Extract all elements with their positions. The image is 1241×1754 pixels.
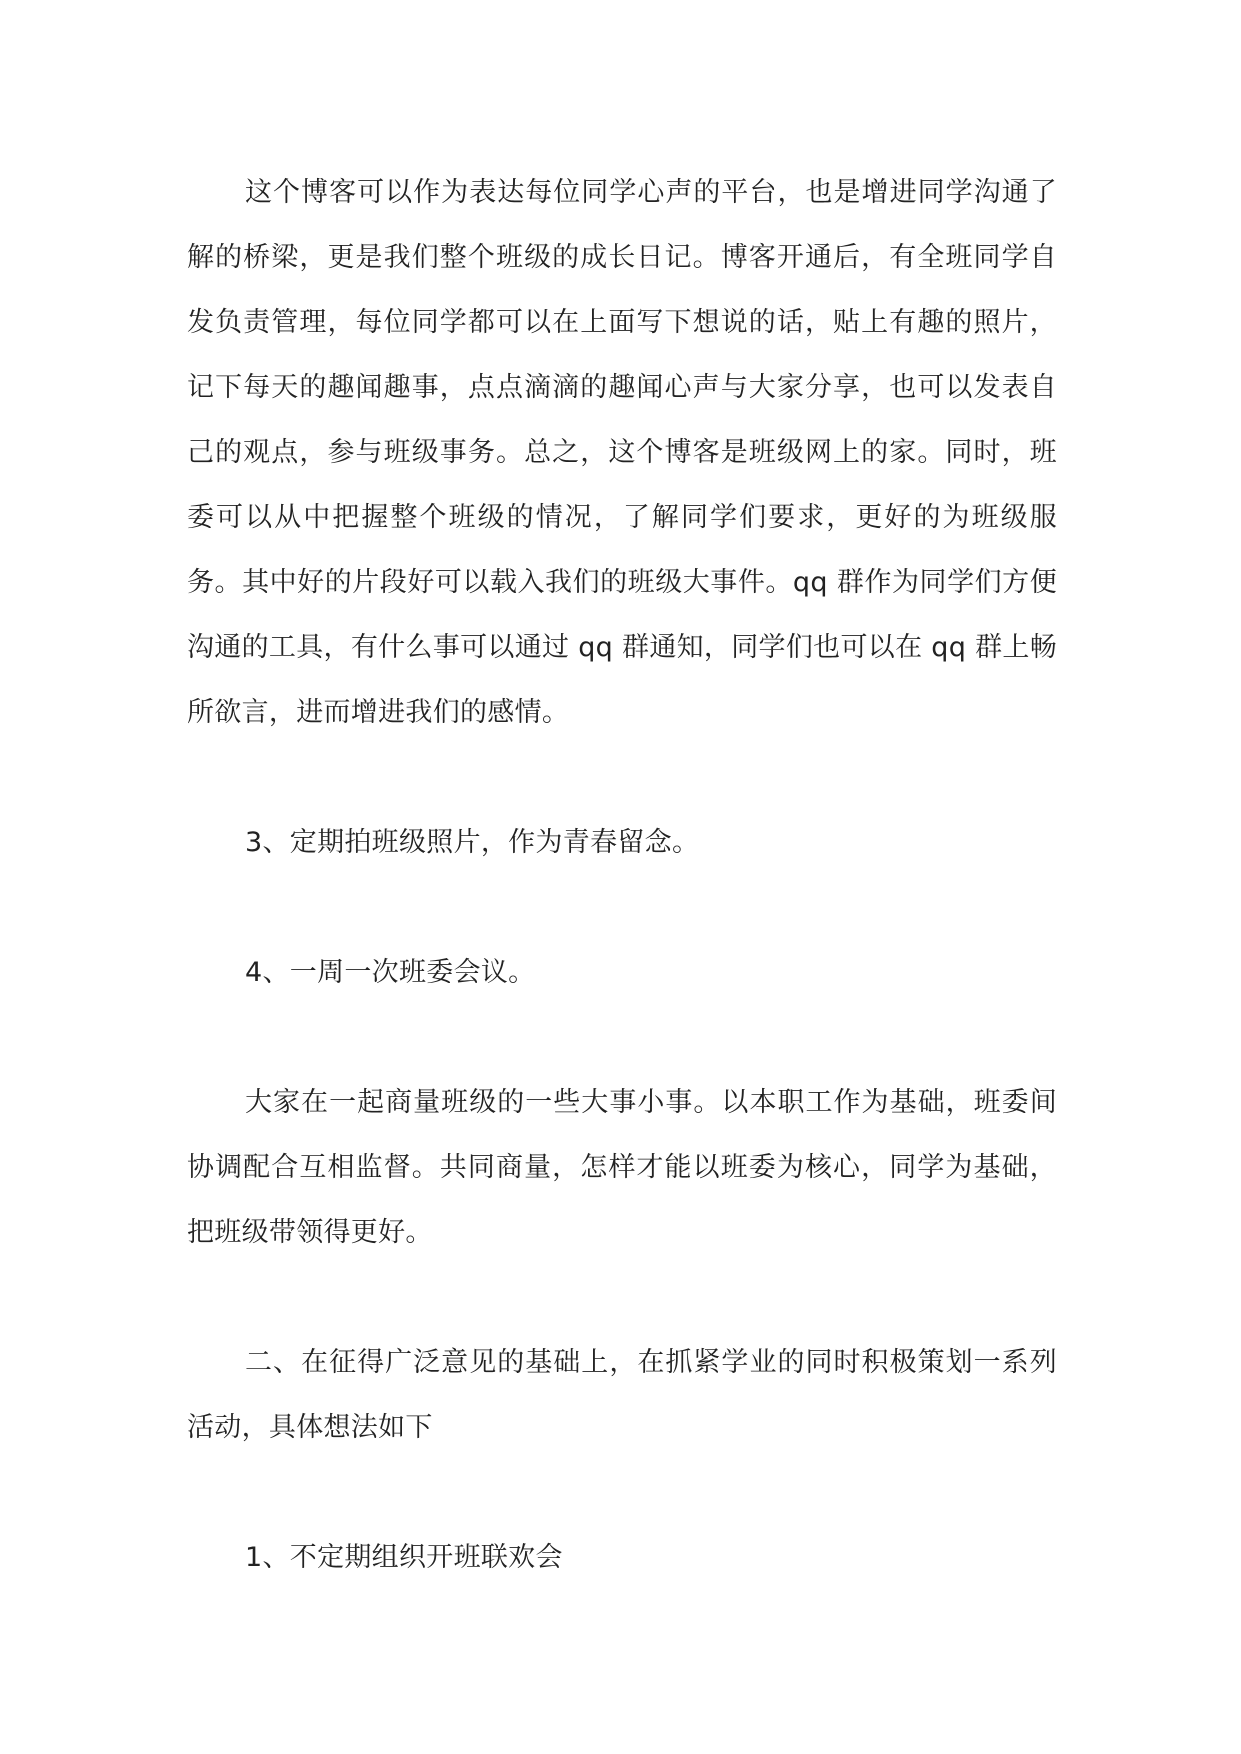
paragraph-meeting-details: 大家在一起商量班级的一些大事小事。以本职工作为基础，班委间协调配合互相监督。共同商量，怎样才能以班委为核心，同学为基础，把班级带领得更好。 <box>187 1087 1057 1248</box>
paragraph-item-4-weekly-meeting: 4、一周一次班委会议。 <box>245 957 536 988</box>
document-body <box>187 160 1057 1590</box>
paragraph-item-1-party: 1、不定期组织开班联欢会 <box>245 1542 563 1573</box>
paragraph-blog-description: 这个博客可以作为表达每位同学心声的平台，也是增进同学沟通了解的桥梁，更是我们整个班级的成长日记。博客开通后，有全班同学自发负责管理，每位同学都可以在上面写下想说的话，贴上有趣的照片，记下每天的趣闻趣事，点点滴滴的趣闻心声与大家分享，也可以发表自己的观点，参与班级事务。总之，这个博客是班级网上的家。同时，班委可以从中把握整个班级的情况，了解同学们要求，更好的为班级服务。其中好的片段好可以载入我们的班级大事件。qq 群作为同学们方便沟通的工具，有什么事可以通过 qq 群通知，同学们也可以在 qq 群上畅所欲言，进而增进我们的感情。 <box>187 177 1057 728</box>
paragraph-section-2-heading: 二、在征得广泛意见的基础上，在抓紧学业的同时积极策划一系列活动，具体想法如下 <box>187 1347 1057 1443</box>
paragraph-item-3-class-photos: 3、定期拍班级照片，作为青春留念。 <box>245 827 700 858</box>
